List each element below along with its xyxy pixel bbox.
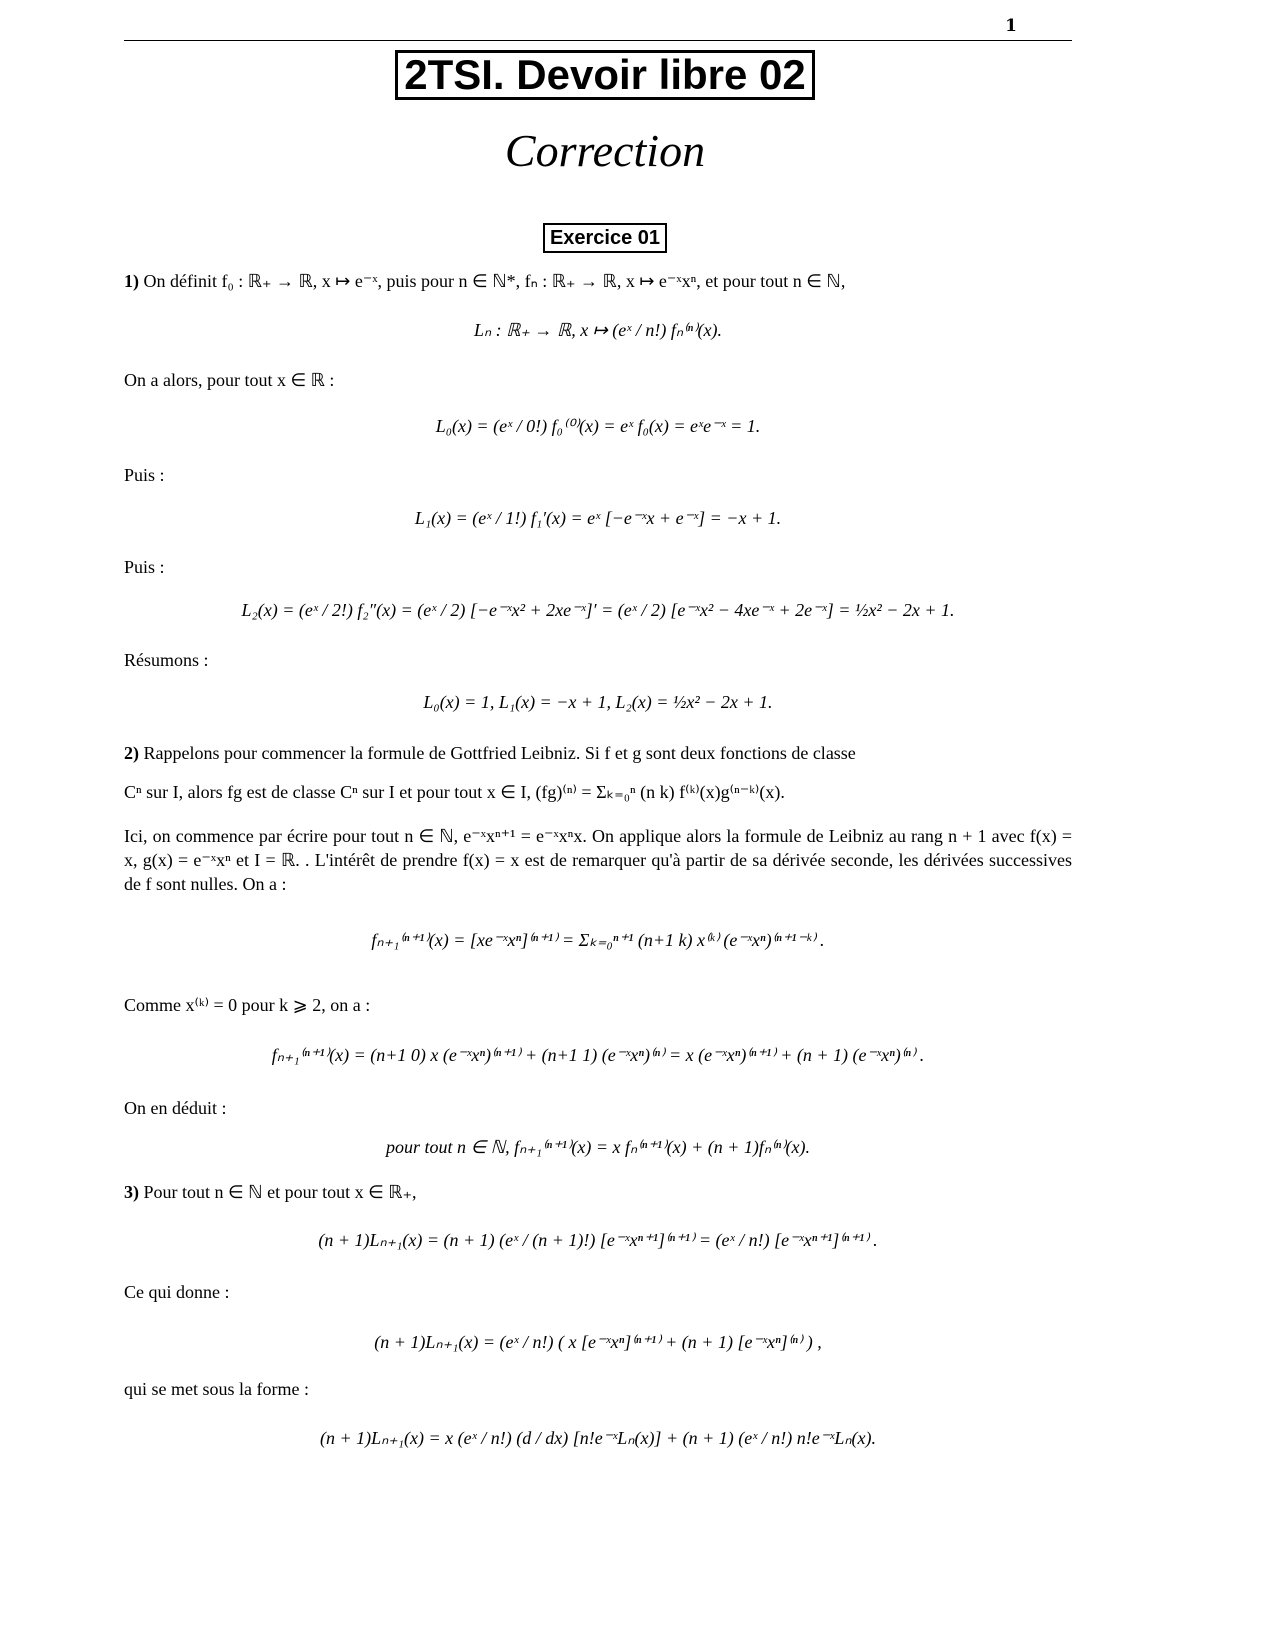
eq-leibniz: fₙ₊₁⁽ⁿ⁺¹⁾(x) = [xe⁻ˣxⁿ]⁽ⁿ⁺¹⁾ = Σₖ₌₀ⁿ⁺¹ (n+1 k) x⁽ᵏ⁾ (e⁻ˣxⁿ)⁽ⁿ⁺¹⁻ᵏ⁾ . <box>371 930 825 950</box>
text-comme: Comme x⁽ᵏ⁾ = 0 pour k ⩾ 2, on a : <box>124 995 371 1015</box>
eq-L0: L₀(x) = (eˣ / 0!) f₀⁽⁰⁾(x) = eˣ f₀(x) = eˣe⁻ˣ = 1. <box>435 416 761 436</box>
q3-intro-text: Pour tout n ∈ ℕ et pour tout x ∈ ℝ₊, <box>143 1182 417 1202</box>
eq-expand: fₙ₊₁⁽ⁿ⁺¹⁾(x) = (n+1 0) x (e⁻ˣxⁿ)⁽ⁿ⁺¹⁾ + (n+1 1) (e⁻ˣxⁿ)⁽ⁿ⁾ = x (e⁻ˣxⁿ)⁽ⁿ⁺¹⁾ + (n + 1) (e⁻ˣxⁿ)⁽ⁿ⁾ . <box>271 1045 925 1065</box>
q3-number: 3) <box>124 1182 139 1202</box>
eq-ln-definition: Lₙ : ℝ₊ → ℝ, x ↦ (eˣ / n!) fₙ⁽ⁿ⁾(x). <box>474 320 722 340</box>
eq-q3-1: (n + 1)Lₙ₊₁(x) = (n + 1) (eˣ / (n + 1)!) [e⁻ˣxⁿ⁺¹]⁽ⁿ⁺¹⁾ = (eˣ / n!) [e⁻ˣxⁿ⁺¹]⁽ⁿ⁺¹⁾ . <box>318 1230 878 1250</box>
eq-result: pour tout n ∈ ℕ, fₙ₊₁⁽ⁿ⁺¹⁾(x) = x fₙ⁽ⁿ⁺¹⁾(x) + (n + 1)fₙ⁽ⁿ⁾(x). <box>385 1137 811 1157</box>
text-donne: Ce qui donne : <box>124 1282 230 1302</box>
eq-q3-2: (n + 1)Lₙ₊₁(x) = (eˣ / n!) ( x [e⁻ˣxⁿ]⁽ⁿ⁺¹⁾ + (n + 1) [e⁻ˣxⁿ]⁽ⁿ⁾ ) , <box>374 1332 822 1352</box>
eq-L2: L₂(x) = (eˣ / 2!) f₂″(x) = (eˣ / 2) [−e⁻ˣx² + 2xe⁻ˣ]′ = (eˣ / 2) [e⁻ˣx² − 4xe⁻ˣ + 2e⁻ˣ] = ½x² − 2x + 1. <box>241 600 955 620</box>
q2-paragraph: Ici, on commence par écrire pour tout n ∈ ℕ, e⁻ˣxⁿ⁺¹ = e⁻ˣxⁿx. On applique alors la formule de Leibniz au rang n + 1 avec f(x) = x, g(x) = e⁻ˣxⁿ et I = ℝ. . L'intérêt de prendre f(x) = x est de remarquer qu'à partir de sa dérivée seconde, les dérivées successives de f sont nulles. On a : <box>124 826 1072 894</box>
eq-L1: L₁(x) = (eˣ / 1!) f₁′(x) = eˣ [−e⁻ˣx + e⁻ˣ] = −x + 1. <box>414 508 782 528</box>
text-resumons: Résumons : <box>124 650 209 670</box>
text-deduit: On en déduit : <box>124 1098 227 1118</box>
eq-q3-3: (n + 1)Lₙ₊₁(x) = x (eˣ / n!) (d / dx) [n!e⁻ˣLₙ(x)] + (n + 1) (eˣ / n!) n!e⁻ˣLₙ(x). <box>319 1428 876 1448</box>
q2-line1-text: Rappelons pour commencer la formule de Gottfried Leibniz. Si f et g sont deux fonctions de classe <box>143 743 856 763</box>
eq-summary: L₀(x) = 1, L₁(x) = −x + 1, L₂(x) = ½x² − 2x + 1. <box>423 692 773 712</box>
page-title: 2TSI. Devoir libre 02 <box>395 50 815 100</box>
exercise-box <box>0 223 1210 253</box>
title-box <box>0 50 1210 100</box>
q3-intro <box>124 1180 1072 1204</box>
exercise-heading: Exercice 01 <box>543 223 667 253</box>
text-puis-1: Puis : <box>124 465 165 485</box>
q1-intro <box>124 269 1072 293</box>
text-then: On a alors, pour tout x ∈ ℝ : <box>124 370 335 390</box>
text-puis-2: Puis : <box>124 557 165 577</box>
q2-number: 2) <box>124 743 139 763</box>
text-forme: qui se met sous la forme : <box>124 1379 309 1399</box>
q1-number: 1) <box>124 271 139 291</box>
page-number: 1 <box>1005 16 1017 36</box>
subtitle: Correction <box>504 125 706 176</box>
header-rule <box>124 40 1072 41</box>
q1-intro-text: On définit f₀ : ℝ₊ → ℝ, x ↦ e⁻ˣ, puis pour n ∈ ℕ*, fₙ : ℝ₊ → ℝ, x ↦ e⁻ˣxⁿ, et pour tout n ∈ ℕ, <box>143 271 846 291</box>
q2-line2: Cⁿ sur I, alors fg est de classe Cⁿ sur I et pour tout x ∈ I, (fg)⁽ⁿ⁾ = Σₖ₌₀ⁿ (n k) f⁽ᵏ⁾(x)g⁽ⁿ⁻ᵏ⁾(x). <box>124 782 785 802</box>
q2-line1 <box>124 741 1072 765</box>
